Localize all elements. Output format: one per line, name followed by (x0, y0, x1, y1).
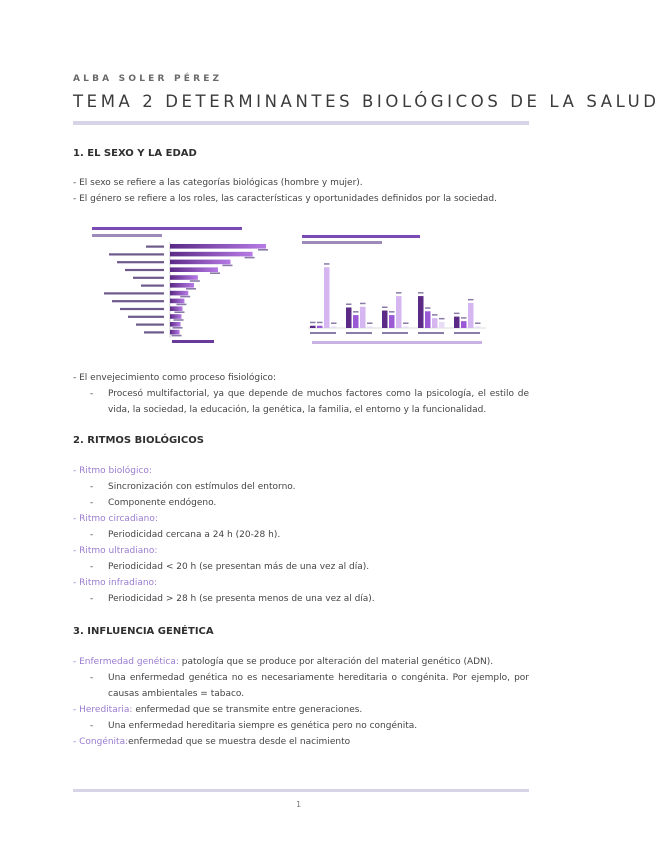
data-label (360, 303, 366, 305)
rhythm-biological-term: - Ritmo biológico: (73, 466, 152, 476)
chart-subtitle-placeholder (302, 241, 382, 244)
chart-legend-placeholder (312, 341, 482, 344)
aging-detail: Procesó multifactorial, ya que depende de muchos factores como la psicología, el estilo de vida, la sociedad, la educación, la genética, la familia, el entorno y la funcionalidad. (108, 389, 529, 415)
bar (403, 326, 409, 328)
category-label (112, 300, 164, 302)
bar (170, 306, 182, 311)
bar (396, 296, 402, 328)
rhythm-infradian-term: - Ritmo infradiano: (73, 578, 158, 588)
dash-bullet: - (90, 389, 94, 399)
bar (468, 303, 474, 328)
section-1-heading: 1. EL SEXO Y LA EDAD (73, 148, 197, 159)
data-label (210, 272, 220, 274)
bar (324, 267, 330, 328)
dash-bullet: - (90, 562, 94, 572)
bar (170, 267, 218, 272)
rhythm-circadian-term: - Ritmo circadiano: (73, 514, 158, 524)
data-label (403, 322, 409, 324)
category-label (144, 331, 164, 333)
data-label (432, 314, 438, 316)
data-label (310, 322, 316, 324)
bar (170, 299, 184, 304)
data-label (353, 311, 359, 313)
category-label (109, 253, 164, 255)
data-label (454, 313, 460, 315)
data-label (258, 249, 268, 251)
congenital-line (73, 734, 350, 750)
section-2-heading: 2. RITMOS BIOLÓGICOS (73, 435, 204, 446)
data-label (317, 322, 323, 324)
dash-bullet: - (90, 721, 94, 731)
footer-rule (73, 789, 529, 792)
dash-bullet: - (90, 673, 94, 683)
data-label (172, 335, 182, 337)
rhythm-circadian-detail: Periodicidad cercana a 24 h (20-28 h). (108, 530, 281, 540)
bar (170, 322, 181, 327)
bar (353, 315, 359, 328)
data-label (468, 299, 474, 301)
chart-title-placeholder (92, 227, 242, 230)
congenital-term: - Congénita: (73, 737, 129, 747)
category-label (104, 292, 164, 294)
genetic-disease-term: - Enfermedad genética: (73, 657, 179, 667)
bar (170, 244, 266, 249)
bar (170, 275, 198, 280)
bar (425, 311, 431, 328)
chart-title-placeholder (302, 235, 420, 238)
grouped-bar-chart (300, 232, 490, 348)
rhythm-ultradian-term: - Ritmo ultradiano: (73, 546, 158, 556)
bar (170, 260, 230, 265)
bar (439, 322, 445, 328)
data-label (190, 280, 200, 282)
gender-definition: - El género se refiere a los roles, las características y oportunidades definidos por la sociedad. (73, 194, 497, 204)
bar (367, 326, 373, 328)
data-label (222, 265, 232, 267)
data-label (180, 296, 190, 298)
data-label (346, 303, 352, 305)
data-label (389, 311, 395, 313)
rhythm-ultradian-detail: Periodicidad < 20 h (se presentan más de una vez al día). (108, 562, 370, 572)
data-label (382, 307, 388, 309)
data-label (176, 304, 186, 306)
sex-definition: - El sexo se refiere a las categorías biológicas (hombre y mujer). (73, 178, 363, 188)
category-label (146, 246, 164, 248)
chart-legend-placeholder (172, 340, 214, 343)
bar (461, 321, 467, 328)
dash-bullet: - (90, 482, 94, 492)
data-label (439, 318, 445, 320)
category-label (454, 332, 480, 334)
category-label (346, 332, 372, 334)
data-label (245, 257, 255, 259)
dash-bullet: - (90, 530, 94, 540)
data-label (186, 288, 196, 290)
section-3-heading: 3. INFLUENCIA GENÉTICA (73, 626, 214, 637)
genetic-disease-detail: Una enfermedad genética no es necesariamente hereditaria o congénita. Por ejemplo, por causas ambientales = tabaco. (108, 673, 529, 699)
congenital-definition: enfermedad que se muestra desde el nacimiento (128, 737, 351, 747)
bar (346, 307, 352, 328)
data-label (418, 292, 424, 294)
bar (331, 326, 337, 328)
data-label (174, 311, 184, 313)
category-label (128, 316, 164, 318)
genetic-disease-line (73, 654, 493, 670)
rhythm-infradian-detail: Periodicidad > 28 h (se presenta menos de una vez al día). (108, 594, 375, 604)
bar (170, 291, 188, 296)
category-label (382, 332, 408, 334)
category-label (141, 285, 164, 287)
title-rule (73, 121, 529, 125)
genetic-disease-definition: patología que se produce por alteración del material genético (ADN). (178, 657, 494, 667)
bar (382, 311, 388, 328)
bar (170, 330, 180, 335)
author-name: ALBA SOLER PÉREZ (73, 74, 223, 84)
dash-bullet: - (90, 498, 94, 508)
data-label (174, 319, 184, 321)
bar (310, 326, 316, 328)
horizontal-bar-chart (88, 224, 278, 346)
bar (418, 296, 424, 328)
data-label (396, 292, 402, 294)
page-title: TEMA 2 DETERMINANTES BIOLÓGICOS DE LA SALUD (73, 92, 660, 111)
data-label (331, 322, 337, 324)
hereditary-definition: enfermedad que se transmite entre generaciones. (132, 705, 363, 715)
data-label (324, 263, 330, 265)
category-label (418, 332, 444, 334)
category-label (133, 277, 164, 279)
bar (170, 252, 253, 257)
bar (432, 318, 438, 328)
data-label (475, 322, 481, 324)
category-label (310, 332, 336, 334)
data-label (173, 327, 183, 329)
page-number: 1 (296, 800, 302, 809)
dash-bullet: - (90, 594, 94, 604)
hereditary-term: - Hereditaria: (73, 705, 133, 715)
category-label (117, 261, 164, 263)
rhythm-biological-detail: Sincronización con estímulos del entorno. (108, 482, 296, 492)
category-label (136, 324, 164, 326)
bar (170, 283, 194, 288)
hereditary-line (73, 702, 362, 718)
aging-intro: - El envejecimiento como proceso fisiológico: (73, 373, 277, 383)
hereditary-detail: Una enfermedad hereditaria siempre es genética pero no congénita. (108, 721, 418, 731)
data-label (425, 307, 431, 309)
chart-subtitle-placeholder (92, 234, 162, 237)
bar (389, 315, 395, 328)
bar (317, 326, 323, 328)
data-label (461, 317, 467, 319)
rhythm-biological-detail: Componente endógeno. (108, 498, 217, 508)
bar (454, 317, 460, 328)
data-label (367, 322, 373, 324)
bar (475, 326, 481, 328)
bar (170, 314, 182, 319)
category-label (125, 269, 164, 271)
category-label (120, 308, 164, 310)
bar (360, 307, 366, 328)
